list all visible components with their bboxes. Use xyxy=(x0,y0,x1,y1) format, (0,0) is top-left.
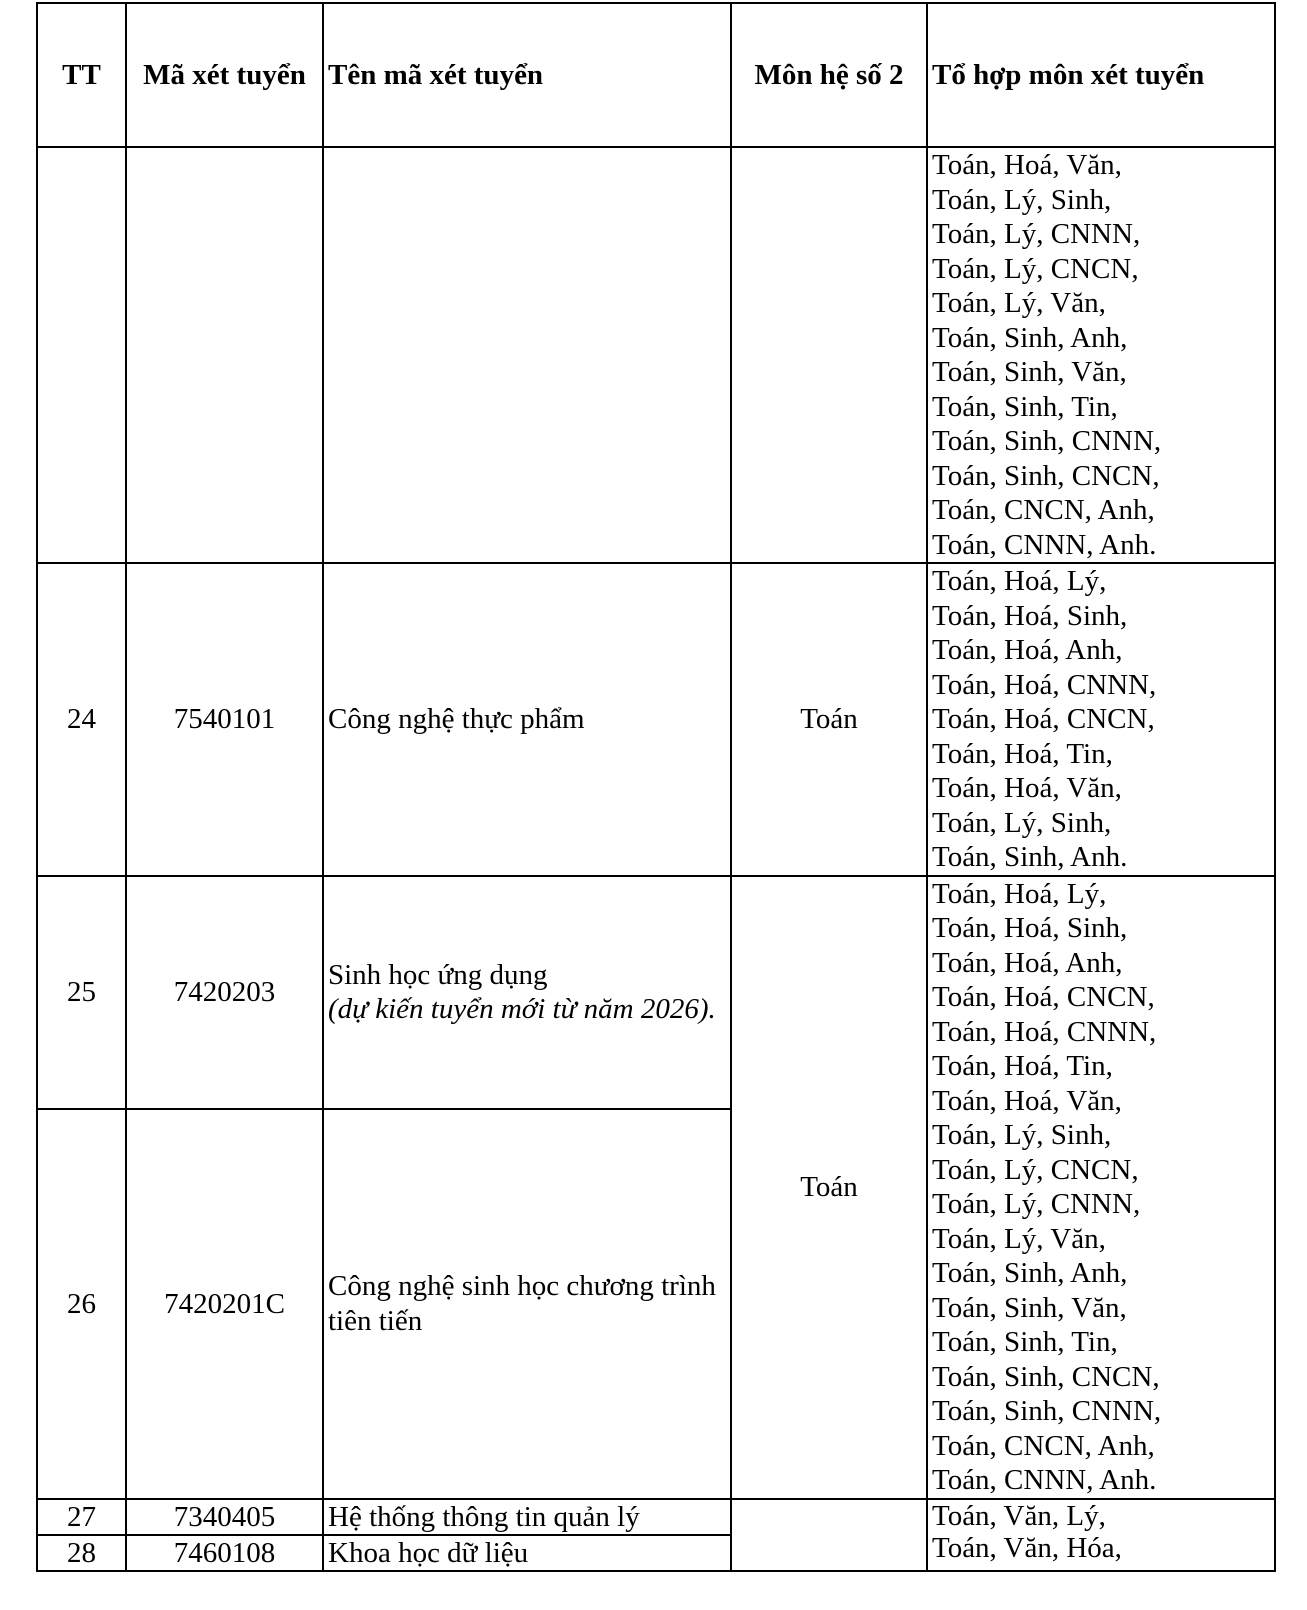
row-combos xyxy=(927,147,1275,563)
row-name: Hệ thống thông tin quản lý xyxy=(323,1499,731,1535)
combo-line: Toán, Hoá, Anh, xyxy=(932,946,1123,979)
combo-line: Toán, Hoá, Tin, xyxy=(932,737,1113,770)
header-tt: TT xyxy=(37,3,126,147)
row-tt: 28 xyxy=(37,1535,126,1571)
row-weight xyxy=(731,147,927,563)
combo-line: Toán, CNNN, Anh. xyxy=(932,1464,1157,1496)
row-code: 7420203 xyxy=(126,876,323,1110)
combo-line: Toán, Sinh, CNCN, xyxy=(932,459,1160,492)
combo-line: Toán, Hoá, CNNN, xyxy=(932,668,1157,701)
combo-line: Toán, Sinh, CNNN, xyxy=(932,425,1162,457)
row-weight: Toán xyxy=(731,563,927,876)
combo-line: Toán, Lý, CNCN, xyxy=(932,1153,1139,1186)
combo-line: Toán, Hoá, Tin, xyxy=(932,1050,1113,1082)
row-combos xyxy=(927,876,1275,1499)
combo-line: Toán, CNCN, Anh, xyxy=(932,494,1155,526)
combo-line: Toán, Sinh, CNCN, xyxy=(932,1360,1160,1393)
combo-line: Toán, Lý, Văn, xyxy=(932,1222,1106,1255)
row-name xyxy=(323,147,731,563)
combo-line: Toán, Lý, Sinh, xyxy=(932,1119,1112,1151)
combo-line: Toán, Hoá, Lý, xyxy=(932,565,1107,597)
table-row xyxy=(37,1499,1275,1535)
combo-line: Toán, Hoá, Sinh, xyxy=(932,912,1128,944)
combo-line: Toán, Hoá, Lý, xyxy=(932,877,1107,910)
combo-line: Toán, Sinh, Anh, xyxy=(932,1257,1128,1289)
row-combos xyxy=(927,563,1275,876)
combo-line: Toán, Hoá, CNCN, xyxy=(932,703,1155,735)
row-code: 7460108 xyxy=(126,1535,323,1571)
combo-line: Toán, Hoá, Văn, xyxy=(932,772,1122,804)
header-weight: Môn hệ số 2 xyxy=(731,3,927,147)
header-combos: Tổ hợp môn xét tuyển xyxy=(927,3,1275,147)
combo-line: Toán, Văn, Lý, xyxy=(932,1499,1106,1532)
combo-line: Toán, Sinh, CNNN, xyxy=(932,1395,1162,1427)
header-row xyxy=(37,3,1275,147)
header-name: Tên mã xét tuyển xyxy=(323,3,731,147)
row-weight xyxy=(731,1499,927,1571)
combo-line: Toán, Lý, CNNN, xyxy=(932,1188,1141,1220)
combo-line: Toán, Sinh, Tin, xyxy=(932,1326,1118,1358)
combo-line: Toán, CNCN, Anh, xyxy=(932,1429,1155,1462)
combo-line: Toán, Văn, Hóa, xyxy=(932,1531,1122,1564)
combo-line: Toán, Hoá, Sinh, xyxy=(932,599,1128,632)
combo-line: Toán, CNNN, Anh. xyxy=(932,528,1157,561)
row-code: 7420201C xyxy=(126,1109,323,1498)
admissions-table xyxy=(36,2,1276,1572)
table-row-continued xyxy=(37,147,1275,563)
combo-line: Toán, Hoá, CNNN, xyxy=(932,1015,1157,1048)
row-tt: 26 xyxy=(37,1109,126,1498)
row-code: 7540101 xyxy=(126,563,323,876)
combo-line: Toán, Lý, CNCN, xyxy=(932,252,1139,285)
row-name: Công nghệ sinh học chương trình tiên tiến xyxy=(323,1109,731,1498)
row-weight: Toán xyxy=(731,876,927,1499)
combo-line: Toán, Lý, Sinh, xyxy=(932,806,1112,839)
combo-line: Toán, Sinh, Văn, xyxy=(932,356,1127,388)
combo-line: Toán, Sinh, Anh. xyxy=(932,841,1128,873)
combo-line: Toán, Hoá, Văn, xyxy=(932,149,1122,181)
row-tt: 24 xyxy=(37,563,126,876)
table-row xyxy=(37,563,1275,876)
row-code xyxy=(126,147,323,563)
row-name: Sinh học ứng dụng xyxy=(328,958,548,991)
combo-line: Toán, Lý, CNNN, xyxy=(932,218,1141,250)
combo-line: Toán, Hoá, CNCN, xyxy=(932,981,1155,1013)
row-tt xyxy=(37,147,126,563)
row-name-cell xyxy=(323,876,731,1110)
row-tt: 25 xyxy=(37,876,126,1110)
combo-line: Toán, Hoá, Văn, xyxy=(932,1084,1122,1117)
row-tt: 27 xyxy=(37,1499,126,1535)
header-code: Mã xét tuyển xyxy=(126,3,323,147)
row-code: 7340405 xyxy=(126,1499,323,1535)
combo-line: Toán, Sinh, Anh, xyxy=(932,321,1128,354)
row-name-note: (dự kiến tuyển mới từ năm 2026). xyxy=(328,993,716,1026)
combo-line: Toán, Sinh, Tin, xyxy=(932,390,1118,423)
combo-line: Toán, Sinh, Văn, xyxy=(932,1291,1127,1324)
row-name: Khoa học dữ liệu xyxy=(323,1535,731,1571)
row-combos xyxy=(927,1499,1275,1571)
table-row xyxy=(37,876,1275,1110)
row-name: Công nghệ thực phẩm xyxy=(323,563,731,876)
combo-line: Toán, Hoá, Anh, xyxy=(932,634,1123,666)
combo-line: Toán, Lý, Sinh, xyxy=(932,183,1112,216)
combo-line: Toán, Lý, Văn, xyxy=(932,287,1106,319)
